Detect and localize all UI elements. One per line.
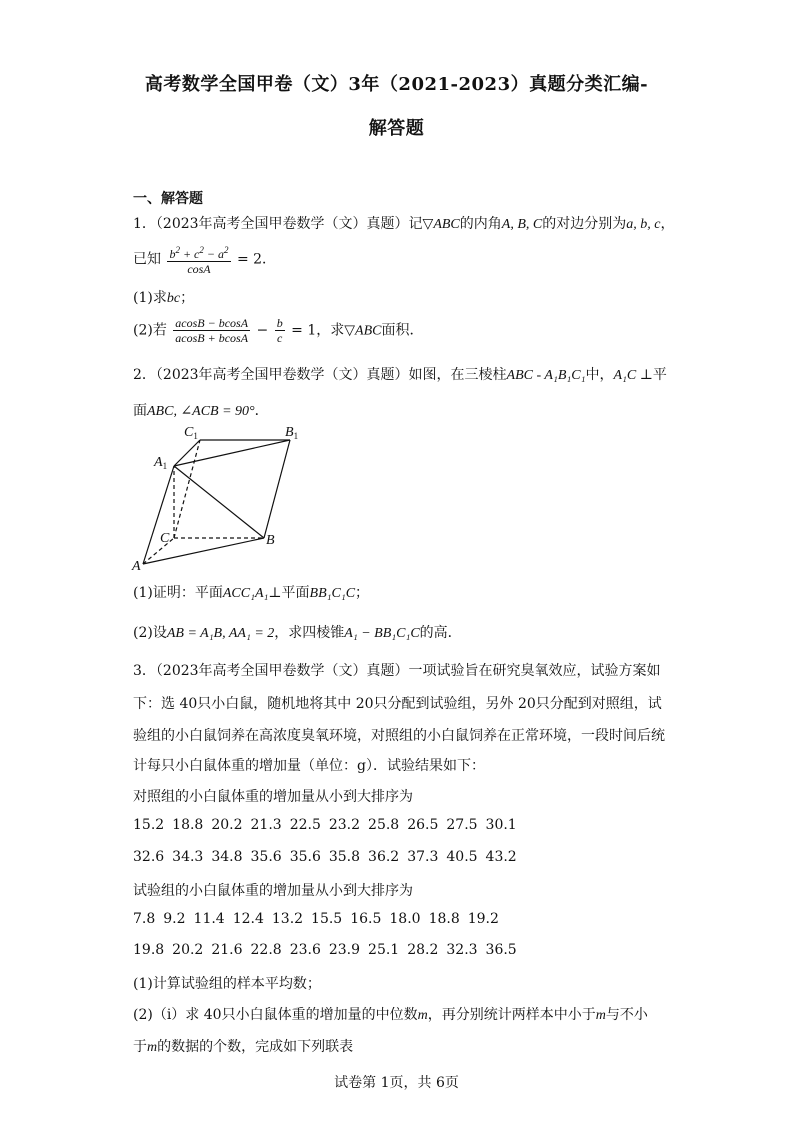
q1-math: a, b, c bbox=[626, 217, 661, 232]
data-value: 20.2 bbox=[211, 817, 243, 833]
q1-part1-text: ； bbox=[180, 290, 195, 306]
q1-fraction-denominator: cosA bbox=[187, 262, 211, 276]
edge-C-C1 bbox=[174, 440, 200, 538]
q3-control-row2 bbox=[133, 849, 525, 865]
data-value: 37.3 bbox=[407, 849, 439, 865]
q3-part2 bbox=[133, 1004, 648, 1024]
triangle-symbol-icon: ▽ bbox=[344, 322, 356, 339]
data-value: 34.3 bbox=[172, 849, 204, 865]
q1-part2-numerator: acosB − bcosA bbox=[175, 316, 249, 330]
q1-text: ， bbox=[660, 216, 675, 232]
q1-text: 1．（2023年高考全国甲卷数学（文）真题）记 bbox=[133, 216, 423, 232]
q1-part2 bbox=[133, 316, 423, 345]
data-value: 20.2 bbox=[172, 942, 204, 958]
data-value: 22.8 bbox=[250, 942, 282, 958]
q3-part2-math: m bbox=[417, 1008, 428, 1023]
q3-line3: 验组的小白鼠饲养在高浓度臭氧环境，对照组的小白鼠饲养在正常环境，一段时间后统 bbox=[133, 728, 665, 744]
q3-line2: 下：选 40只小白鼠，随机地将其中 20只分配到试验组，另外 20只分配到对照组，试 bbox=[133, 696, 662, 712]
page-footer: 试卷第 1页，共 6页 bbox=[334, 1075, 459, 1091]
q2-line1 bbox=[133, 364, 667, 384]
q2-part1-text: ⊥平面 bbox=[268, 585, 310, 601]
q3-part2-text: ，再分别统计两样本中小于 bbox=[427, 1007, 596, 1023]
data-value: 15.2 bbox=[133, 817, 165, 833]
q3-part3-text: 的数据的个数，完成如下列联表 bbox=[157, 1039, 354, 1055]
label-A1: $A_1$ bbox=[154, 455, 168, 471]
data-value: 11.4 bbox=[193, 911, 225, 927]
q3-test-label: 试验组的小白鼠体重的增加量从小到大排序为 bbox=[133, 883, 413, 899]
data-value: 35.6 bbox=[289, 849, 321, 865]
q2-part1-math: ACC₁A₁ bbox=[222, 586, 269, 601]
edge-B-B1 bbox=[264, 440, 290, 538]
data-value: 30.1 bbox=[485, 817, 517, 833]
q3-part2-text: (2)（ⅰ）求 40只小白鼠体重的增加量的中位数 bbox=[133, 1007, 418, 1023]
q1-part2-fraction-den: c bbox=[277, 331, 283, 345]
q3-part3-text: 于 bbox=[133, 1039, 147, 1055]
data-value: 18.0 bbox=[389, 911, 421, 927]
q2-part2-math: A₁ − BB₁C₁C bbox=[344, 626, 420, 641]
q2-math: ABC - A₁B₁C₁ bbox=[506, 368, 586, 383]
data-value: 23.2 bbox=[328, 817, 361, 833]
prism-figure bbox=[130, 420, 310, 575]
q2-part2-math: AB = A₁B, AA₁ = 2 bbox=[166, 626, 275, 641]
data-value: 18.8 bbox=[172, 817, 204, 833]
label-B: B bbox=[266, 533, 275, 548]
data-value: 35.6 bbox=[250, 849, 282, 865]
data-value: 28.2 bbox=[407, 942, 439, 958]
q2-text: 中， bbox=[585, 367, 614, 383]
data-value: 32.3 bbox=[446, 942, 478, 958]
data-value: 21.6 bbox=[211, 942, 243, 958]
data-value: 36.5 bbox=[485, 942, 517, 958]
q2-text: 2．（2023年高考全国甲卷数学（文）真题）如图，在三棱柱 bbox=[133, 367, 507, 383]
data-value: 34.8 bbox=[211, 849, 243, 865]
data-value: 32.6 bbox=[133, 849, 165, 865]
data-value: 21.3 bbox=[250, 817, 282, 833]
edge-A1-B1 bbox=[174, 440, 290, 466]
data-value: 9.2 bbox=[163, 911, 186, 927]
doc-title-line2: 解答题 bbox=[368, 118, 425, 139]
q3-part3-math: m bbox=[147, 1040, 158, 1055]
q1-part2-fraction-num: b bbox=[276, 316, 283, 330]
data-value: 19.8 bbox=[133, 942, 165, 958]
data-value: 23.6 bbox=[289, 942, 321, 958]
q1-part2-fraction bbox=[173, 316, 250, 345]
q2-part1-text: (1)证明：平面 bbox=[133, 585, 223, 601]
q3-control-row1 bbox=[133, 817, 525, 833]
q2-part2-text: (2)设 bbox=[133, 625, 167, 641]
q1-part1 bbox=[133, 287, 194, 307]
q3-part3 bbox=[133, 1036, 353, 1056]
section-heading: 一、解答题 bbox=[133, 191, 203, 207]
triangle-symbol-icon: ▽ bbox=[422, 216, 434, 232]
q1-text: = 2． bbox=[236, 251, 277, 268]
q1-text: 的对边分别为 bbox=[542, 216, 627, 232]
data-value: 15.5 bbox=[311, 911, 343, 927]
q1-part1-text: (1)求 bbox=[133, 290, 167, 306]
doc-title-line1: 高考数学全国甲卷（文）3年（2021-2023）真题分类汇编- bbox=[144, 74, 649, 95]
q3-control-label: 对照组的小白鼠体重的增加量从小到大排序为 bbox=[133, 789, 413, 805]
data-value: 25.1 bbox=[368, 942, 400, 958]
data-value: 40.5 bbox=[446, 849, 478, 865]
data-value: 27.5 bbox=[446, 817, 478, 833]
q1-math: A, B, C bbox=[501, 217, 543, 232]
data-value: 19.2 bbox=[467, 911, 499, 927]
q2-math: A₁C ⊥ bbox=[613, 368, 653, 383]
q2-part2-text: 的高． bbox=[419, 625, 462, 641]
data-value: 7.8 bbox=[133, 911, 156, 927]
q2-part2-text: ，求四棱锥 bbox=[274, 625, 345, 641]
label-B1: $B_1$ bbox=[285, 425, 299, 441]
q1-text: 已知 bbox=[133, 251, 161, 268]
q2-part1-text: ； bbox=[355, 585, 370, 601]
q1-part2-text: 面积． bbox=[381, 322, 424, 339]
q1-part2-text: = 1，求 bbox=[291, 322, 345, 339]
data-value: 23.9 bbox=[328, 942, 361, 958]
q3-test-row2 bbox=[133, 942, 525, 958]
q1-part2-text: (2)若 bbox=[133, 322, 167, 339]
q2-part1 bbox=[133, 582, 369, 602]
q3-part2-math: m bbox=[595, 1008, 606, 1023]
data-value: 26.5 bbox=[407, 817, 439, 833]
edge-A-A1 bbox=[143, 466, 174, 564]
q1-part2-denominator: acosB + bcosA bbox=[175, 331, 249, 345]
q2-text: 平 bbox=[652, 367, 667, 383]
q2-part2 bbox=[133, 622, 462, 642]
q2-line2 bbox=[133, 400, 269, 420]
q2-text: 面 bbox=[133, 403, 147, 419]
q2-math: ABC, ∠ACB = 90° bbox=[147, 404, 255, 419]
label-C1: $C_1$ bbox=[184, 425, 198, 441]
data-value: 18.8 bbox=[428, 911, 460, 927]
q1-part2-math: ABC bbox=[355, 323, 382, 339]
data-value: 12.4 bbox=[232, 911, 264, 927]
data-value: 13.2 bbox=[271, 911, 304, 927]
data-value: 22.5 bbox=[289, 817, 321, 833]
q1-line2 bbox=[133, 243, 276, 276]
data-value: 35.8 bbox=[328, 849, 361, 865]
data-value: 25.8 bbox=[368, 817, 400, 833]
q3-line1: 3．（2023年高考全国甲卷数学（文）真题）一项试验旨在研究臭氧效应，试验方案如 bbox=[133, 663, 661, 679]
edge-A1-B bbox=[174, 466, 264, 538]
q3-part2-text: 与不小 bbox=[605, 1007, 648, 1023]
data-value: 36.2 bbox=[368, 849, 400, 865]
q1-part2-text: − bbox=[256, 322, 269, 339]
data-value: 43.2 bbox=[485, 849, 517, 865]
q1-part2-fraction-bc bbox=[275, 316, 285, 345]
q3-line4: 计每只小白鼠体重的增加量（单位：g）．试验结果如下： bbox=[133, 758, 485, 774]
q1-part1-math: bc bbox=[166, 291, 181, 306]
q1-fraction-numerator: $b^2 + c^2 - a^2$ bbox=[169, 245, 229, 261]
q1-text: 的内角 bbox=[459, 216, 502, 232]
q1-math: ABC bbox=[433, 217, 460, 232]
q3-test-row1 bbox=[133, 911, 507, 927]
label-C: C bbox=[160, 531, 170, 546]
q1-fraction bbox=[167, 243, 230, 276]
label-A: A bbox=[132, 559, 141, 574]
data-value: 16.5 bbox=[350, 911, 382, 927]
q1-line1 bbox=[133, 213, 674, 233]
q2-part1-math: BB₁C₁C bbox=[309, 586, 356, 601]
q2-text: ． bbox=[254, 403, 269, 419]
q3-part1: (1)计算试验组的样本平均数； bbox=[133, 976, 321, 992]
